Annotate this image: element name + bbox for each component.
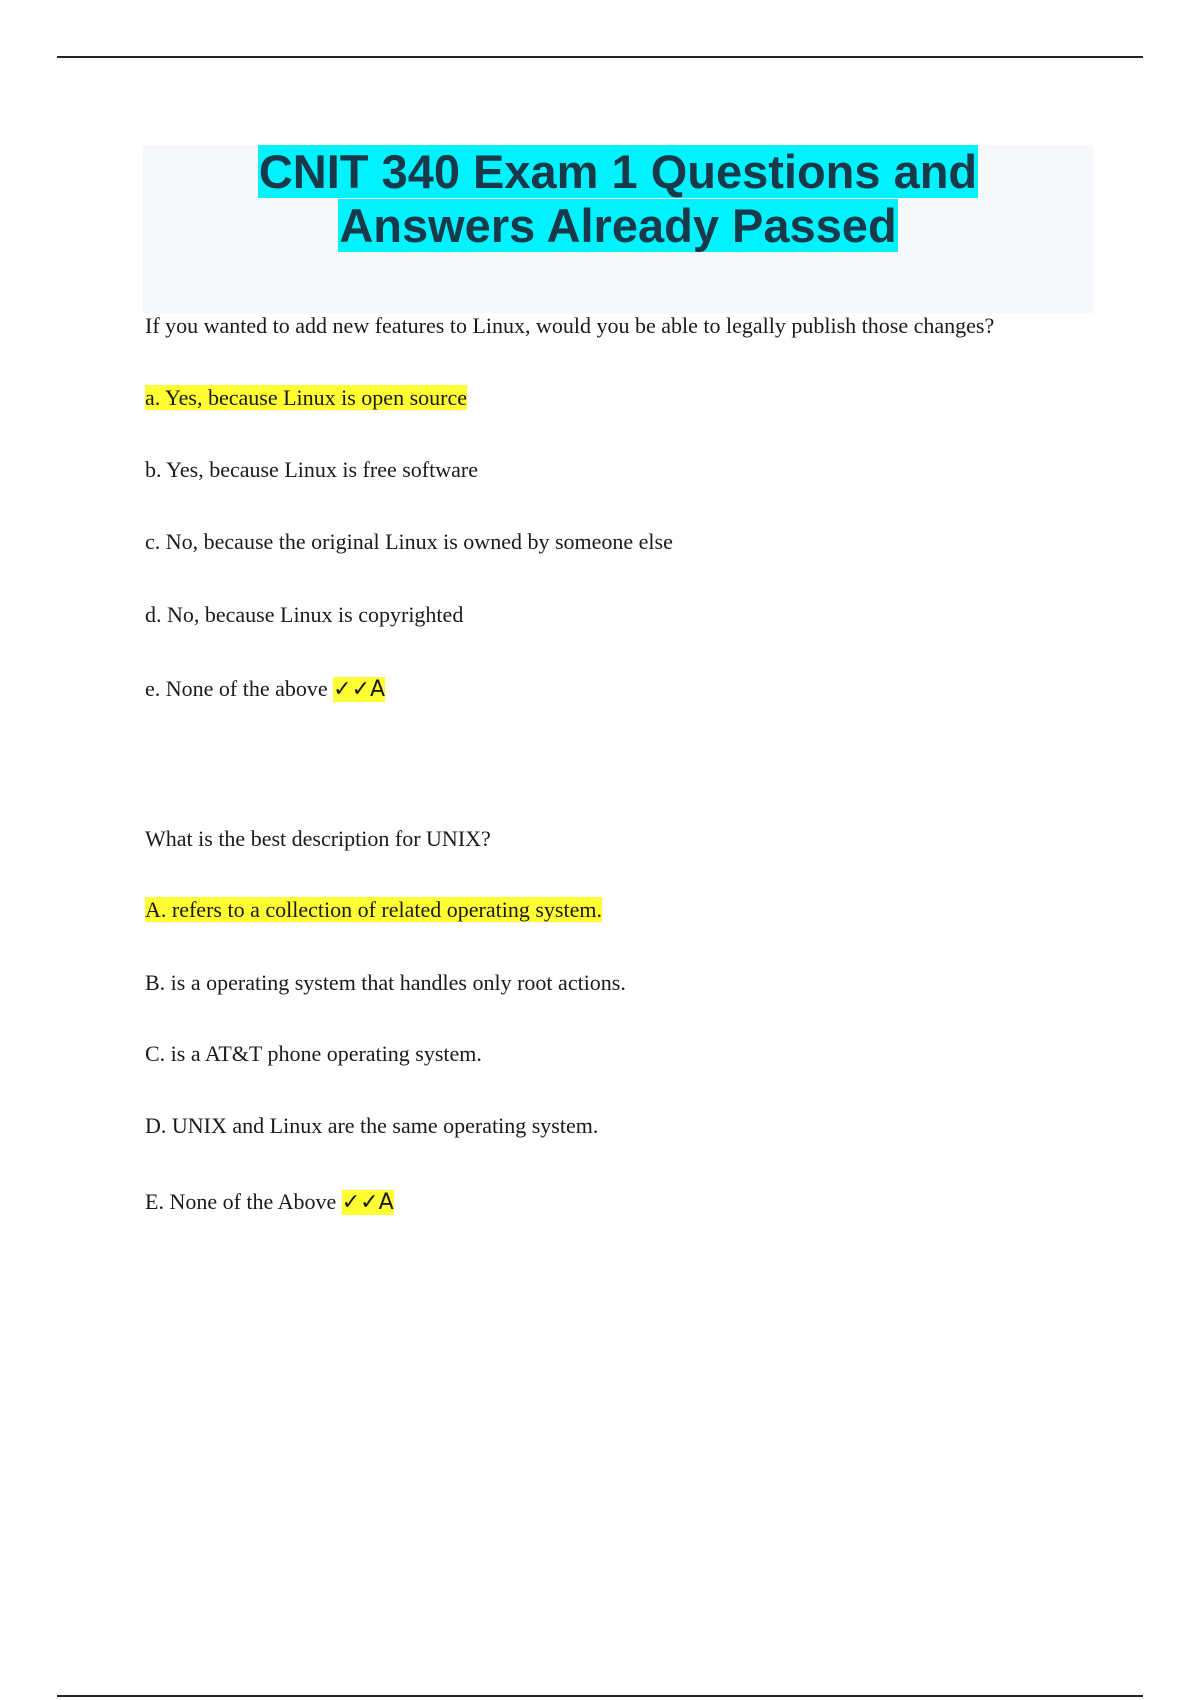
question-2-option-b: B. is a operating system that handles only root actions. xyxy=(145,970,626,995)
question-2: What is the best description for UNIX? xyxy=(145,826,491,851)
answer-check-mark: ✓✓A xyxy=(341,1190,394,1215)
question-1-option-b: b. Yes, because Linux is free software xyxy=(145,457,478,482)
highlighted-answer: a. Yes, because Linux is open source xyxy=(145,385,467,410)
question-2-option-a xyxy=(145,896,602,924)
option-e-text: e. None of the above xyxy=(145,676,328,701)
question-1-option-d: d. No, because Linux is copyrighted xyxy=(145,602,464,627)
question-1-option-c: c. No, because the original Linux is owned by someone else xyxy=(145,529,673,554)
question-1-option-e xyxy=(145,675,385,704)
document-title xyxy=(258,145,978,253)
title-line-2: Answers Already Passed xyxy=(339,199,897,252)
title-line-1: CNIT 340 Exam 1 Questions and xyxy=(258,145,978,198)
question-2-option-e xyxy=(145,1188,394,1217)
question-2-option-c: C. is a AT&T phone operating system. xyxy=(145,1041,482,1066)
question-1-option-a xyxy=(145,384,467,412)
option-e-text: E. None of the Above xyxy=(145,1189,337,1214)
top-rule xyxy=(57,56,1143,58)
highlighted-answer: A. refers to a collection of related operating system. xyxy=(145,897,602,922)
answer-check-mark: ✓✓A xyxy=(333,677,386,702)
question-2-option-d: D. UNIX and Linux are the same operating system. xyxy=(145,1113,599,1138)
bottom-rule xyxy=(57,1695,1143,1697)
title-block xyxy=(143,145,1093,313)
question-1: If you wanted to add new features to Linux, would you be able to legally publish those changes? xyxy=(145,313,995,338)
